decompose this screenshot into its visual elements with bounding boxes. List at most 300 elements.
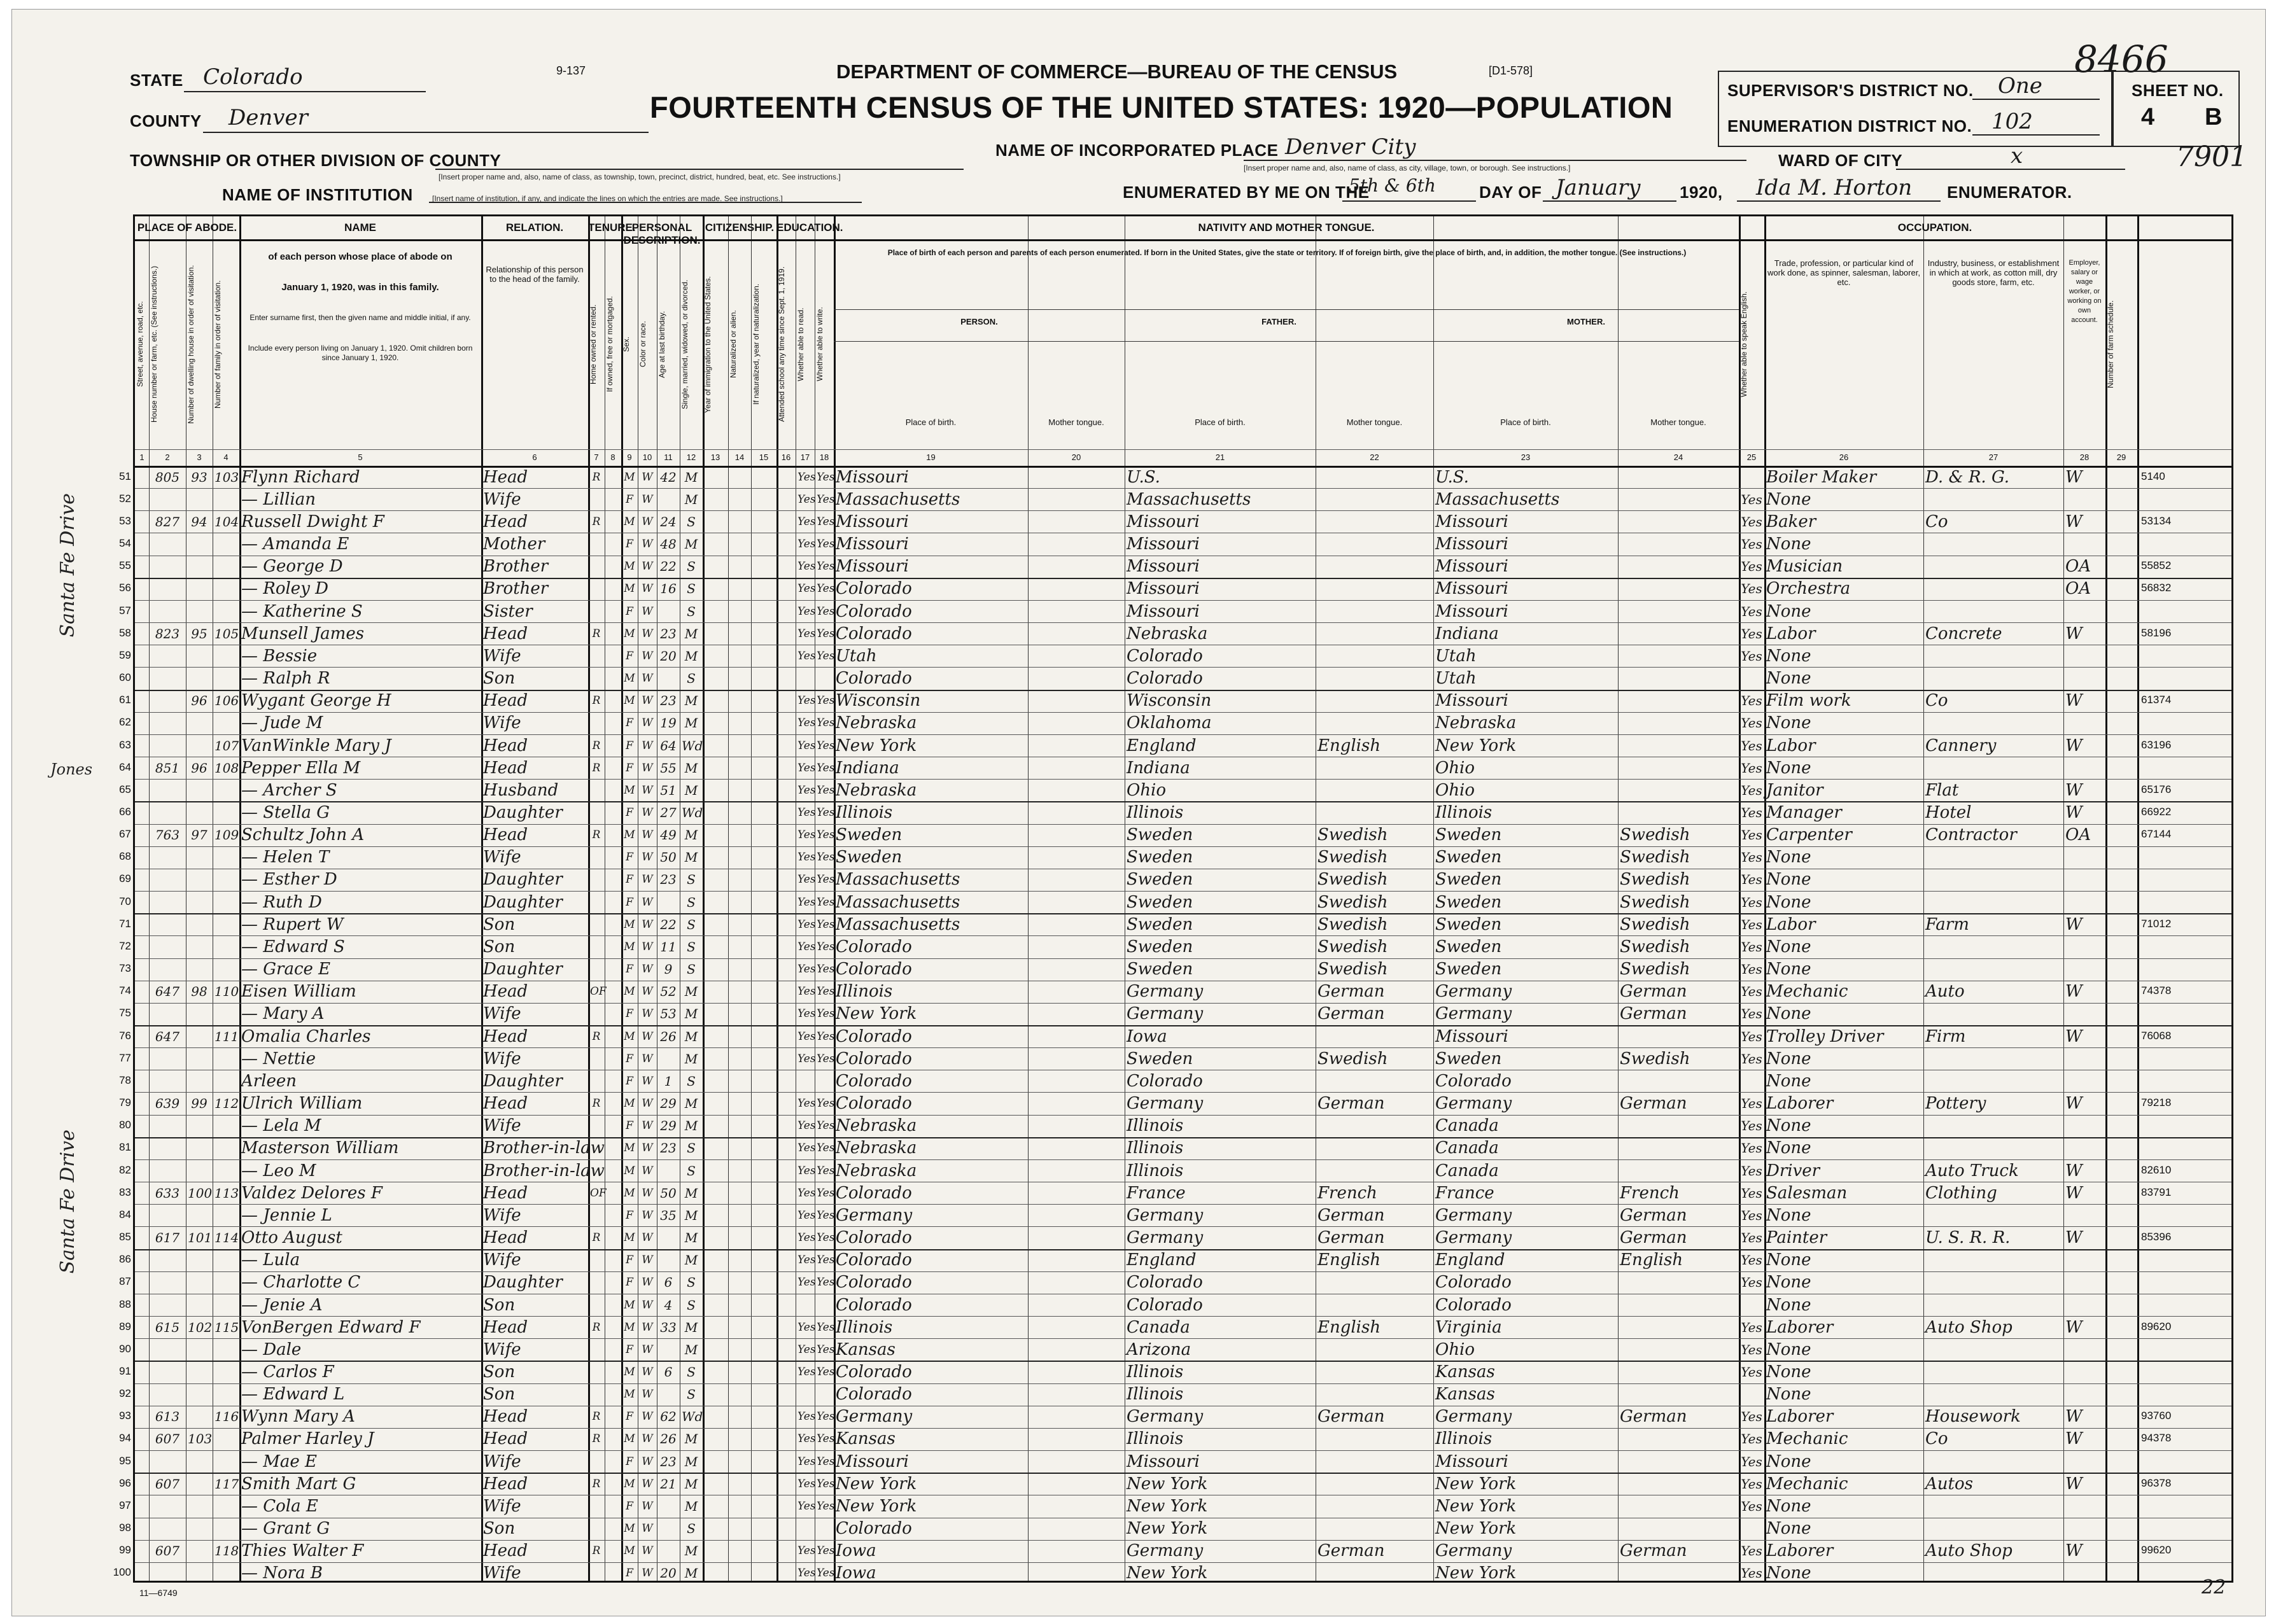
cell-birth: Colorado bbox=[836, 960, 912, 979]
cell-color: W bbox=[642, 761, 653, 774]
cell-trade: None bbox=[1766, 1004, 1811, 1024]
cell-english: Yes bbox=[1741, 1341, 1762, 1357]
cell-birth: New York bbox=[836, 1474, 917, 1494]
cell-color: W bbox=[642, 1276, 653, 1289]
cell-english: Yes bbox=[1741, 648, 1762, 664]
cell-write: Yes bbox=[817, 717, 835, 730]
cell-family: 110 bbox=[214, 984, 239, 1000]
cell-write: Yes bbox=[817, 1030, 835, 1043]
cell-marital: M bbox=[684, 648, 698, 664]
cell-sex: M bbox=[624, 829, 635, 842]
cell-name: Munsell James bbox=[241, 624, 365, 643]
cell-read: Yes bbox=[797, 1320, 816, 1334]
column-number: 3 bbox=[197, 452, 202, 462]
cell-sex: F bbox=[626, 1410, 633, 1424]
cell-english: Yes bbox=[1741, 1453, 1762, 1469]
cell-emp: W bbox=[2065, 1474, 2083, 1494]
row-divider bbox=[135, 712, 2231, 713]
line-number: 51 bbox=[119, 470, 131, 482]
cell-age: 23 bbox=[660, 1453, 677, 1469]
enumerator-underline bbox=[1737, 200, 1941, 202]
column-number: 24 bbox=[1673, 452, 1683, 462]
enumerated-day: 5th & 6th bbox=[1349, 175, 1436, 196]
cell-relation: Wife bbox=[483, 1496, 521, 1516]
cell-birth: Illinois bbox=[836, 1317, 893, 1337]
cell-read: Yes bbox=[797, 873, 816, 886]
census-title: FOURTEENTH CENSUS OF THE UNITED STATES: 1920—POPULATION bbox=[650, 90, 1673, 124]
cell-marital: S bbox=[687, 1163, 696, 1179]
line-number: 100 bbox=[113, 1566, 131, 1579]
subheader-immigration: Year of immigration to the United States. bbox=[703, 276, 712, 413]
line-number: 81 bbox=[119, 1141, 131, 1154]
cell-mother: England bbox=[1435, 1250, 1505, 1270]
cell-name: — Carlos F bbox=[241, 1362, 334, 1382]
cell-house: 805 bbox=[155, 469, 180, 485]
cell-name: Masterson William bbox=[241, 1138, 399, 1158]
cell-sex: F bbox=[626, 1208, 633, 1222]
cell-mother: Sweden bbox=[1435, 892, 1502, 912]
cell-age: 53 bbox=[660, 1006, 677, 1022]
cell-emp: W bbox=[2065, 802, 2083, 822]
sheet-label: SHEET NO. bbox=[2132, 81, 2224, 100]
cell-age: 22 bbox=[660, 916, 677, 932]
cell-name: Valdez Delores F bbox=[241, 1183, 383, 1203]
line-number: 97 bbox=[119, 1499, 131, 1511]
cell-mother: Germany bbox=[1435, 1094, 1512, 1114]
cell-write: Yes bbox=[817, 1477, 835, 1490]
cell-sex: F bbox=[626, 649, 633, 662]
cell-write: Yes bbox=[817, 963, 835, 976]
cell-read: Yes bbox=[797, 538, 816, 551]
cell-dwelling: 94 bbox=[191, 514, 207, 529]
cell-relation: Wife bbox=[483, 1250, 521, 1270]
cell-father: Sweden bbox=[1127, 870, 1193, 890]
column-number: 23 bbox=[1521, 452, 1531, 462]
row-divider bbox=[135, 1271, 2231, 1272]
group-header-place: PLACE OF ABODE. bbox=[137, 221, 237, 234]
cell-mother: New York bbox=[1435, 1474, 1517, 1494]
person-label: PERSON. bbox=[960, 317, 998, 326]
cell-father: Germany bbox=[1127, 1228, 1204, 1248]
cell-write: Yes bbox=[817, 560, 835, 573]
cell-marital: S bbox=[687, 1387, 696, 1403]
street-name-2: Santa Fe Drive bbox=[57, 1130, 79, 1274]
cell-mtongue: English bbox=[1620, 1250, 1683, 1270]
cell-read: Yes bbox=[797, 918, 816, 931]
enumerated-label: ENUMERATED BY ME ON THE bbox=[1123, 183, 1370, 202]
cell-age: 16 bbox=[660, 581, 677, 597]
cell-emp: W bbox=[2065, 736, 2083, 755]
cell-relation: Head bbox=[483, 1094, 528, 1114]
nativity-divider bbox=[834, 341, 1739, 342]
cell-english: Yes bbox=[1741, 1319, 1762, 1335]
cell-trade: None bbox=[1766, 1295, 1811, 1315]
cell-birth: Colorado bbox=[836, 1295, 912, 1315]
cell-dwelling: 98 bbox=[191, 984, 207, 1000]
cell-industry: Auto bbox=[1925, 982, 1965, 1002]
cell-emp: OA bbox=[2065, 557, 2091, 577]
line-number: 88 bbox=[119, 1298, 131, 1310]
line-number-right: 74378 bbox=[2141, 984, 2172, 997]
cell-english: Yes bbox=[1741, 1230, 1762, 1246]
occupation-sub-trade: Trade, profession, or particular kind of work done, as spinner, salesman, laborer, etc. bbox=[1767, 258, 1920, 287]
cell-relation: Head bbox=[483, 982, 528, 1002]
cell-marital: M bbox=[684, 782, 698, 798]
cell-family: 118 bbox=[214, 1543, 239, 1559]
cell-write: Yes bbox=[817, 783, 835, 797]
cell-birth: Missouri bbox=[836, 512, 909, 531]
cell-age: 27 bbox=[660, 804, 677, 820]
cell-age: 23 bbox=[660, 626, 677, 641]
cell-marital: Wd bbox=[682, 1409, 703, 1425]
cell-father: Missouri bbox=[1127, 579, 1200, 599]
cell-mtongue: German bbox=[1620, 1228, 1687, 1248]
cell-name: — Dale bbox=[241, 1340, 302, 1359]
cell-write: Yes bbox=[817, 851, 835, 864]
cell-marital: M bbox=[684, 1118, 698, 1134]
cell-relation: Head bbox=[483, 825, 528, 845]
subheader-naturalized: Naturalized or alien. bbox=[729, 310, 738, 379]
cell-color: W bbox=[642, 1231, 653, 1245]
subheader-age: Age at last birthday. bbox=[657, 311, 666, 378]
cell-color: W bbox=[642, 515, 653, 528]
cell-father: France bbox=[1127, 1183, 1186, 1203]
cell-ftongue: Swedish bbox=[1317, 937, 1388, 956]
cell-mother: Kansas bbox=[1435, 1385, 1495, 1404]
incorporated-underline bbox=[1244, 160, 1746, 161]
cell-write: Yes bbox=[817, 1432, 835, 1446]
ward-value: x bbox=[2011, 143, 2023, 169]
subheader-family: Number of family in order of visitation. bbox=[213, 280, 222, 409]
cell-read: Yes bbox=[797, 605, 816, 618]
column-number: 15 bbox=[759, 452, 769, 462]
cell-house: 647 bbox=[155, 984, 180, 1000]
cell-marital: S bbox=[687, 1140, 696, 1156]
column-number: 8 bbox=[610, 452, 615, 462]
cell-mtongue: German bbox=[1620, 1094, 1687, 1114]
cell-birth: Wisconsin bbox=[836, 691, 921, 711]
cell-birth: Sweden bbox=[836, 825, 903, 845]
cell-age: 6 bbox=[664, 1275, 673, 1291]
line-number: 86 bbox=[119, 1253, 131, 1266]
cell-mother: Kansas bbox=[1435, 1362, 1495, 1382]
cell-write: Yes bbox=[817, 761, 835, 774]
cell-birth: Colorado bbox=[836, 1094, 912, 1114]
row-divider bbox=[135, 1226, 2231, 1227]
supervisor-value: One bbox=[1998, 73, 2042, 99]
cell-english: Yes bbox=[1741, 1498, 1762, 1514]
cell-mtongue: Swedish bbox=[1620, 937, 1690, 956]
cell-birth: Colorado bbox=[836, 937, 912, 956]
cell-relation: Daughter bbox=[483, 1071, 563, 1091]
cell-mother: France bbox=[1435, 1183, 1494, 1203]
cell-read: Yes bbox=[797, 985, 816, 998]
cell-marital: M bbox=[684, 626, 698, 641]
cell-birth: Colorado bbox=[836, 1362, 912, 1382]
cell-relation: Wife bbox=[483, 1004, 521, 1024]
cell-father: Germany bbox=[1127, 1407, 1204, 1427]
column-number: 11 bbox=[664, 452, 673, 462]
cell-write: Yes bbox=[817, 694, 835, 708]
column-number: 17 bbox=[800, 452, 810, 462]
cell-read: Yes bbox=[797, 963, 816, 976]
cell-birth: Missouri bbox=[836, 557, 909, 577]
group-header-education: EDUCATION. bbox=[776, 221, 843, 234]
cell-age: 21 bbox=[660, 1476, 677, 1492]
cell-relation: Wife bbox=[483, 1452, 521, 1471]
cell-emp: W bbox=[2065, 512, 2083, 531]
name-header-line3: Enter surname first, then the given name and middle initial, if any. bbox=[249, 313, 471, 322]
cell-tenure: OF bbox=[590, 985, 607, 998]
cell-name: — Edward S bbox=[241, 937, 345, 956]
cell-ftongue: German bbox=[1317, 1541, 1385, 1561]
cell-read: Yes bbox=[797, 806, 816, 819]
township-label: TOWNSHIP OR OTHER DIVISION OF COUNTY bbox=[130, 151, 502, 170]
cell-relation: Son bbox=[483, 1519, 516, 1539]
cell-marital: S bbox=[687, 916, 696, 932]
cell-mother: Germany bbox=[1435, 1407, 1512, 1427]
form-number: 9-137 bbox=[556, 64, 586, 77]
cell-age: 49 bbox=[660, 827, 677, 843]
cell-sex: M bbox=[624, 694, 635, 708]
cell-dwelling: 96 bbox=[191, 760, 207, 776]
subheader-sex: Sex. bbox=[622, 337, 631, 353]
cell-relation: Head bbox=[483, 691, 528, 711]
cell-relation: Son bbox=[483, 914, 516, 934]
cell-family: 116 bbox=[214, 1409, 239, 1425]
supervisor-label: SUPERVISOR'S DISTRICT NO. bbox=[1727, 81, 1974, 100]
cell-color: W bbox=[642, 829, 653, 842]
cell-age: 55 bbox=[660, 760, 677, 776]
cell-read: Yes bbox=[797, 1544, 816, 1558]
cell-color: W bbox=[642, 963, 653, 976]
cell-relation: Head bbox=[483, 1183, 528, 1203]
line-number: 57 bbox=[119, 604, 131, 617]
cell-sex: M bbox=[624, 515, 635, 528]
row-divider bbox=[135, 1450, 2231, 1451]
cell-marital: S bbox=[687, 1073, 696, 1089]
cell-english: Yes bbox=[1741, 1006, 1762, 1022]
cell-marital: M bbox=[684, 1453, 698, 1469]
line-number-right: 61374 bbox=[2141, 694, 2172, 706]
cell-color: W bbox=[642, 470, 653, 484]
cell-marital: M bbox=[684, 1498, 698, 1514]
cell-relation: Wife bbox=[483, 713, 521, 733]
cell-marital: M bbox=[684, 1543, 698, 1559]
cell-read: Yes bbox=[797, 1455, 816, 1468]
cell-age: 29 bbox=[660, 1096, 677, 1112]
cell-father: Illinois bbox=[1127, 1429, 1184, 1449]
line-number: 64 bbox=[119, 760, 131, 773]
cell-sex: F bbox=[626, 1455, 633, 1468]
cell-birth: Massachusetts bbox=[836, 892, 960, 912]
cell-ftongue: English bbox=[1317, 1317, 1381, 1337]
cell-father: Colorado bbox=[1127, 1295, 1203, 1315]
incorporated-label: NAME OF INCORPORATED PLACE bbox=[995, 141, 1279, 160]
census-sheet bbox=[11, 9, 2266, 1616]
cell-mother: Sweden bbox=[1435, 1049, 1502, 1068]
line-number: 77 bbox=[119, 1051, 131, 1064]
relation-header: Relationship of this person to the head of the family. bbox=[486, 265, 584, 284]
subheader-marital: Single, married, widowed, or divorced. bbox=[680, 279, 689, 409]
cell-father: Sweden bbox=[1127, 825, 1193, 845]
cell-mtongue: German bbox=[1620, 1205, 1687, 1225]
cell-name: — Nora B bbox=[241, 1564, 323, 1583]
cell-sex: M bbox=[624, 940, 635, 953]
name-header-line4: Include every person living on January 1, 1920. Omit children born since January 1, 1920. bbox=[248, 344, 473, 362]
cell-read: Yes bbox=[797, 851, 816, 864]
line-number: 84 bbox=[119, 1208, 131, 1221]
cell-age: 4 bbox=[664, 1297, 673, 1313]
cell-color: W bbox=[642, 1097, 653, 1110]
year-label: 1920, bbox=[1680, 183, 1723, 202]
cell-marital: M bbox=[684, 827, 698, 843]
row-divider bbox=[135, 958, 2231, 959]
cell-father: Missouri bbox=[1127, 535, 1200, 554]
cell-english: Yes bbox=[1741, 559, 1762, 575]
cell-mother: Germany bbox=[1435, 1228, 1512, 1248]
cell-father: New York bbox=[1127, 1496, 1208, 1516]
cell-sex: M bbox=[624, 470, 635, 484]
column-divider bbox=[2137, 216, 2139, 1581]
county-value: Denver bbox=[228, 105, 308, 130]
cell-sex: M bbox=[624, 1030, 635, 1043]
cell-read: Yes bbox=[797, 1343, 816, 1356]
cell-sex: F bbox=[626, 1254, 633, 1267]
cell-english: Yes bbox=[1741, 1275, 1762, 1291]
group-header-occupation: OCCUPATION. bbox=[1897, 221, 1972, 234]
cell-tenure: R bbox=[592, 694, 601, 708]
cell-industry: Farm bbox=[1925, 914, 1969, 934]
cell-birth: Colorado bbox=[836, 1250, 912, 1270]
cell-mother: Missouri bbox=[1435, 1452, 1508, 1471]
cell-house: 607 bbox=[155, 1476, 180, 1492]
cell-emp: W bbox=[2065, 1026, 2083, 1046]
subheader-naturalization_year: If naturalized, year of naturalization. bbox=[752, 283, 761, 405]
line-number-right: 83791 bbox=[2141, 1186, 2172, 1198]
column-number: 5 bbox=[358, 452, 363, 462]
row-divider bbox=[135, 1428, 2231, 1429]
cell-mother: Colorado bbox=[1435, 1295, 1512, 1315]
cell-marital: M bbox=[684, 1096, 698, 1112]
cell-color: W bbox=[642, 1388, 653, 1401]
cell-trade: None bbox=[1766, 937, 1811, 956]
cell-ftongue: English bbox=[1317, 1250, 1381, 1270]
cell-tenure: R bbox=[592, 1544, 601, 1558]
cell-family: 114 bbox=[214, 1230, 239, 1246]
cell-name: Smith Mart G bbox=[241, 1474, 356, 1494]
cell-sex: F bbox=[626, 739, 633, 752]
cell-age: 42 bbox=[660, 469, 677, 485]
cell-tenure: R bbox=[592, 1410, 601, 1424]
cell-age: 11 bbox=[660, 939, 677, 955]
cell-father: Massachusetts bbox=[1127, 489, 1251, 509]
cell-write: Yes bbox=[817, 1276, 835, 1289]
cell-name: Arleen bbox=[241, 1071, 297, 1091]
township-underline bbox=[435, 169, 964, 170]
line-number-right: 94378 bbox=[2141, 1432, 2172, 1445]
cell-family: 109 bbox=[214, 827, 239, 843]
cell-house: 763 bbox=[155, 827, 180, 843]
cell-industry: Co bbox=[1925, 691, 1948, 711]
cell-english: Yes bbox=[1741, 738, 1762, 753]
cell-sex: F bbox=[626, 1567, 633, 1580]
cell-color: W bbox=[642, 1432, 653, 1446]
cell-write: Yes bbox=[817, 1007, 835, 1021]
cell-marital: M bbox=[684, 1341, 698, 1357]
cell-color: W bbox=[642, 1365, 653, 1378]
incorporated-note: [Insert proper name and, also, name of class, as city, village, town, or borough. See instructions.] bbox=[1244, 164, 1571, 172]
cell-ftongue: German bbox=[1317, 1094, 1385, 1114]
row-divider bbox=[135, 622, 2231, 623]
cell-birth: Nebraska bbox=[836, 713, 917, 733]
cell-father: Colorado bbox=[1127, 669, 1203, 689]
cell-english: Yes bbox=[1741, 850, 1762, 865]
cell-read: Yes bbox=[797, 717, 816, 730]
cell-marital: M bbox=[684, 1207, 698, 1223]
cell-trade: None bbox=[1766, 848, 1811, 867]
cell-relation: Mother bbox=[483, 535, 545, 554]
line-number: 95 bbox=[119, 1454, 131, 1467]
cell-sex: F bbox=[626, 1276, 633, 1289]
cell-industry: Contractor bbox=[1925, 825, 2017, 845]
cell-birth: Massachusetts bbox=[836, 489, 960, 509]
cell-marital: S bbox=[687, 671, 696, 687]
cell-house: 633 bbox=[155, 1185, 180, 1201]
cell-age: 24 bbox=[660, 514, 677, 529]
cell-ftongue: Swedish bbox=[1317, 848, 1388, 867]
cell-house: 617 bbox=[155, 1230, 180, 1246]
cell-trade: Trolley Driver bbox=[1766, 1026, 1884, 1046]
cell-color: W bbox=[642, 694, 653, 708]
cell-ftongue: English bbox=[1317, 736, 1381, 755]
cell-industry: Auto Truck bbox=[1925, 1161, 2019, 1180]
cell-relation: Wife bbox=[483, 1049, 521, 1068]
cell-industry: Co bbox=[1925, 512, 1948, 531]
cell-industry: Autos bbox=[1925, 1474, 1973, 1494]
line-number: 72 bbox=[119, 939, 131, 952]
cell-name: Otto August bbox=[241, 1228, 342, 1248]
cell-relation: Daughter bbox=[483, 960, 563, 979]
column-divider bbox=[751, 216, 752, 1581]
cell-marital: M bbox=[684, 760, 698, 776]
cell-house: 615 bbox=[155, 1319, 180, 1335]
cell-write: Yes bbox=[817, 1455, 835, 1468]
cell-write: Yes bbox=[817, 515, 835, 528]
cell-mother: Sweden bbox=[1435, 848, 1502, 867]
line-number: 65 bbox=[119, 783, 131, 795]
cell-birth: Iowa bbox=[836, 1541, 876, 1561]
cell-birth: Massachusetts bbox=[836, 870, 960, 890]
mother-tongue-label: Mother tongue. bbox=[1650, 417, 1706, 427]
cell-birth: Nebraska bbox=[836, 1138, 917, 1158]
cell-sex: M bbox=[624, 985, 635, 998]
cell-sex: F bbox=[626, 895, 633, 909]
cell-read: Yes bbox=[797, 582, 816, 596]
cell-name: Wygant George H bbox=[241, 691, 391, 711]
cell-name: Pepper Ella M bbox=[241, 758, 361, 778]
cell-age: 22 bbox=[660, 559, 677, 575]
cell-relation: Wife bbox=[483, 1205, 521, 1225]
cell-write: Yes bbox=[817, 739, 835, 752]
cell-family: 106 bbox=[214, 693, 239, 709]
cell-dwelling: 97 bbox=[191, 827, 207, 843]
cell-age: 51 bbox=[660, 782, 677, 798]
cell-color: W bbox=[642, 1052, 653, 1065]
cell-sex: M bbox=[624, 1388, 635, 1401]
cell-trade: Orchestra bbox=[1766, 579, 1851, 599]
name-header-line1: of each person whose place of abode on bbox=[268, 251, 453, 262]
